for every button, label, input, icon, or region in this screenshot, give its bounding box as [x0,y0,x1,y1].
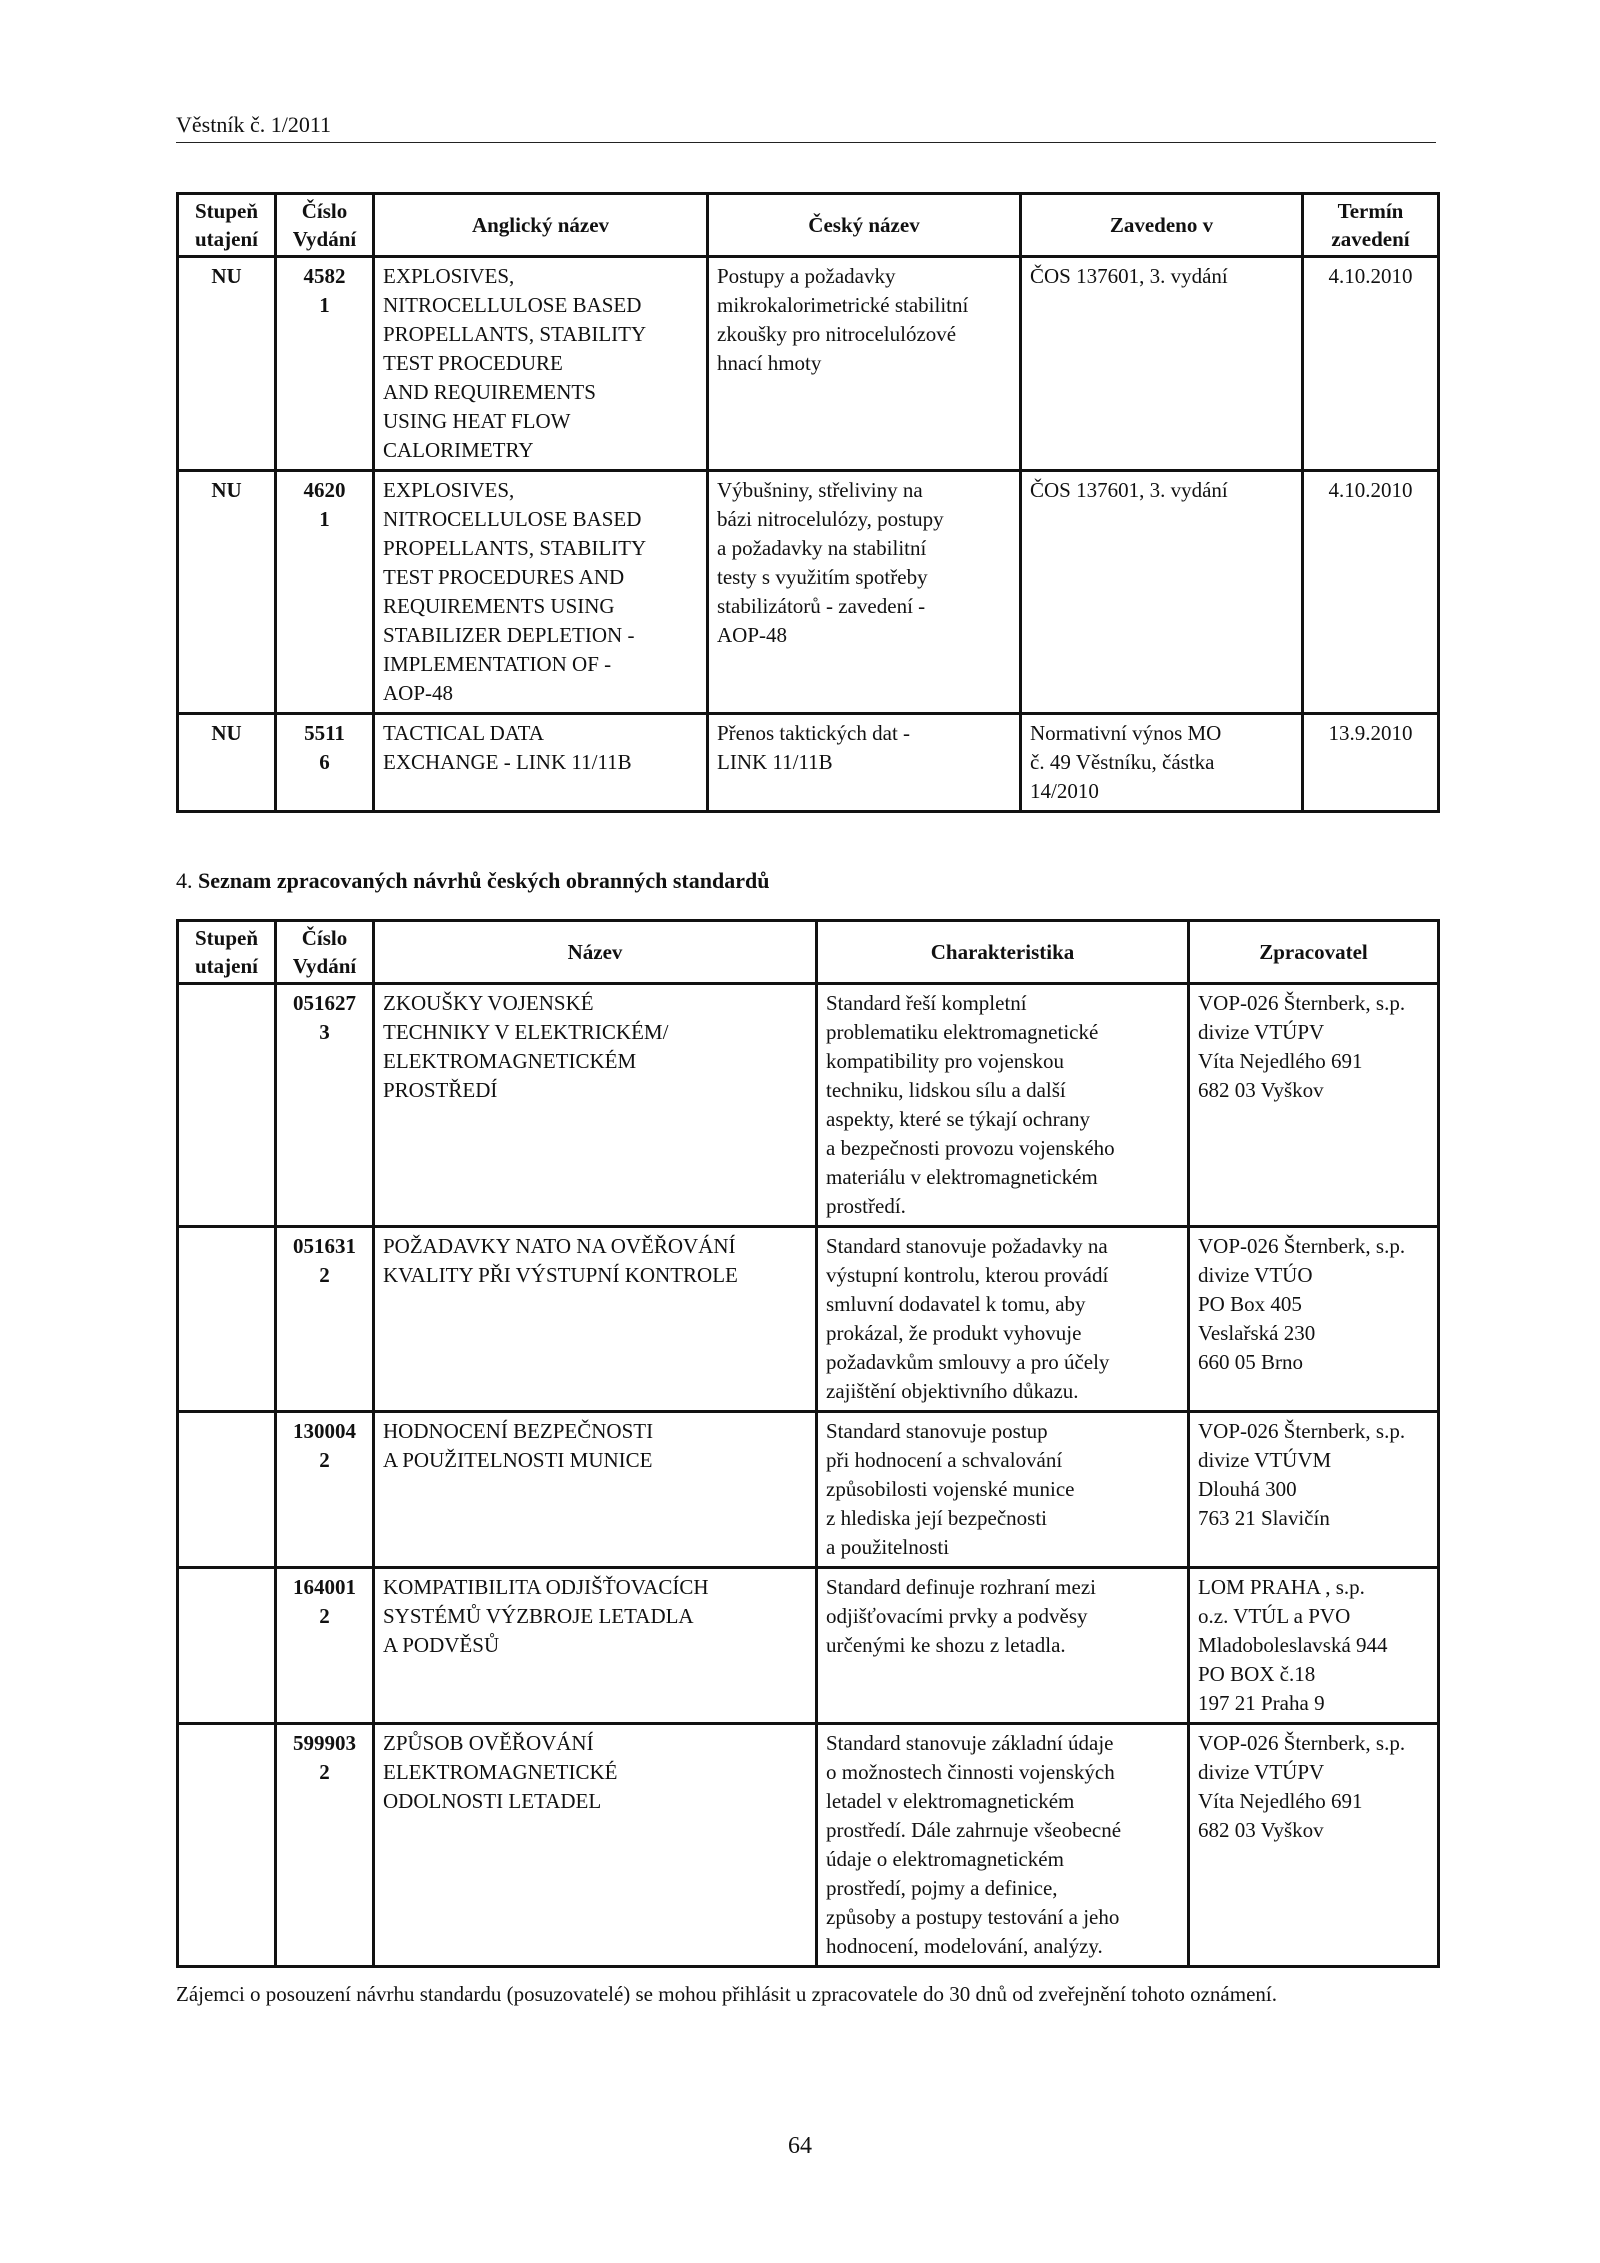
section-title: Seznam zpracovaných návrhů českých obranných standardů [198,868,770,893]
table-header-row [178,921,1439,984]
cell-charakteristika: Standard řeší kompletní problematiku elektromagnetické kompatibility pro vojenskou techniku, lidskou sílu a další aspekty, které se týkají ochrany a bezpečnosti provozu vojenského materiálu v elektromagnetickém prostředí. [817,984,1189,1227]
cell-cislo: 130004 2 [276,1412,374,1568]
cell-anglicky: TACTICAL DATA EXCHANGE - LINK 11/11B [374,714,708,812]
table-row [178,714,1439,812]
cell-charakteristika: Standard stanovuje základní údaje o možnostech činnosti vojenských letadel v elektromagnetickém prostředí. Dále zahrnuje všeobecné údaje o elektromagnetickém prostředí, pojmy a definice, způsoby a postupy testování a jeho hodnocení, modelování, analýzy. [817,1724,1189,1967]
cell-zavedeno: ČOS 137601, 3. vydání [1021,257,1303,471]
col-header-cislo: Číslo Vydání [276,194,374,257]
cell-nazev: KOMPATIBILITA ODJIŠŤOVACÍCH SYSTÉMŮ VÝZBROJE LETADLA A PODVĚSŮ [374,1568,817,1724]
table-header-row [178,194,1439,257]
cell-stupen [178,984,276,1227]
cell-zpracovatel: VOP-026 Šternberk, s.p. divize VTÚO PO Box 405 Veslařská 230 660 05 Brno [1189,1227,1439,1412]
col-header-cislo: Číslo Vydání [276,921,374,984]
cell-cislo: 4620 1 [276,471,374,714]
cell-stupen: NU [178,257,276,471]
cell-termin: 4.10.2010 [1303,471,1439,714]
cell-stupen [178,1412,276,1568]
table-row [178,1412,1439,1568]
col-header-zavedeno: Zavedeno v [1021,194,1303,257]
cell-stupen [178,1568,276,1724]
cell-charakteristika: Standard stanovuje postup při hodnocení a schvalování způsobilosti vojenské munice z hlediska její bezpečnosti a použitelnosti [817,1412,1189,1568]
cell-cislo: 599903 2 [276,1724,374,1967]
cell-zpracovatel: VOP-026 Šternberk, s.p. divize VTÚVM Dlouhá 300 763 21 Slavičín [1189,1412,1439,1568]
cell-cislo: 051627 3 [276,984,374,1227]
running-head: Věstník č. 1/2011 [176,112,1436,143]
col-header-charakteristika: Charakteristika [817,921,1189,984]
table-row [178,984,1439,1227]
table-row [178,471,1439,714]
standards-table-1 [176,192,1440,813]
col-header-anglicky: Anglický název [374,194,708,257]
col-header-stupen: Stupeň utajení [178,921,276,984]
cell-zavedeno: ČOS 137601, 3. vydání [1021,471,1303,714]
cell-cislo: 4582 1 [276,257,374,471]
cell-zpracovatel: VOP-026 Šternberk, s.p. divize VTÚPV Víta Nejedlého 691 682 03 Vyškov [1189,1724,1439,1967]
cell-cesky: Postupy a požadavky mikrokalorimetrické stabilitní zkoušky pro nitrocelulózové hnací hmoty [708,257,1021,471]
col-header-stupen: Stupeň utajení [178,194,276,257]
cell-nazev: POŽADAVKY NATO NA OVĚŘOVÁNÍ KVALITY PŘI VÝSTUPNÍ KONTROLE [374,1227,817,1412]
cell-stupen [178,1724,276,1967]
cell-termin: 13.9.2010 [1303,714,1439,812]
cell-charakteristika: Standard stanovuje požadavky na výstupní kontrolu, kterou provádí smluvní dodavatel k tomu, aby prokázal, že produkt vyhovuje požadavkům smlouvy a pro účely zajištění objektivního důkazu. [817,1227,1189,1412]
cell-charakteristika: Standard definuje rozhraní mezi odjišťovacími prvky a podvěsy určenými ke shozu z letadla. [817,1568,1189,1724]
cell-stupen: NU [178,471,276,714]
cell-stupen: NU [178,714,276,812]
col-header-zpracovatel: Zpracovatel [1189,921,1439,984]
table-row [178,257,1439,471]
section-number: 4. [176,868,193,893]
cell-cislo: 5511 6 [276,714,374,812]
cell-cislo: 051631 2 [276,1227,374,1412]
col-header-nazev: Název [374,921,817,984]
cell-zpracovatel: LOM PRAHA , s.p. o.z. VTÚL a PVO Mladoboleslavská 944 PO BOX č.18 197 21 Praha 9 [1189,1568,1439,1724]
table-row [178,1724,1439,1967]
col-header-termin: Termín zavedení [1303,194,1439,257]
footer-note: Zájemci o posouzení návrhu standardu (posuzovatelé) se mohou přihlásit u zpracovatele do 30 dnů od zveřejnění tohoto oznámení. [176,1982,1277,2006]
cell-nazev: ZKOUŠKY VOJENSKÉ TECHNIKY V ELEKTRICKÉM/ ELEKTROMAGNETICKÉM PROSTŘEDÍ [374,984,817,1227]
cell-anglicky: EXPLOSIVES, NITROCELLULOSE BASED PROPELLANTS, STABILITY TEST PROCEDURES AND REQUIREMENTS USING STABILIZER DEPLETION - IMPLEMENTATION OF - AOP-48 [374,471,708,714]
page-number: 64 [788,2133,812,2159]
cell-nazev: HODNOCENÍ BEZPEČNOSTI A POUŽITELNOSTI MUNICE [374,1412,817,1568]
table-row [178,1568,1439,1724]
cell-cesky: Přenos taktických dat - LINK 11/11B [708,714,1021,812]
cell-nazev: ZPŮSOB OVĚŘOVÁNÍ ELEKTROMAGNETICKÉ ODOLNOSTI LETADEL [374,1724,817,1967]
cell-termin: 4.10.2010 [1303,257,1439,471]
section-heading [176,868,769,894]
cell-anglicky: EXPLOSIVES, NITROCELLULOSE BASED PROPELLANTS, STABILITY TEST PROCEDURE AND REQUIREMENTS USING HEAT FLOW CALORIMETRY [374,257,708,471]
table-row [178,1227,1439,1412]
standards-table-2 [176,919,1440,1968]
cell-stupen [178,1227,276,1412]
cell-zpracovatel: VOP-026 Šternberk, s.p. divize VTÚPV Víta Nejedlého 691 682 03 Vyškov [1189,984,1439,1227]
cell-zavedeno: Normativní výnos MO č. 49 Věstníku, částka 14/2010 [1021,714,1303,812]
cell-cesky: Výbušniny, střeliviny na bázi nitrocelulózy, postupy a požadavky na stabilitní testy s využitím spotřeby stabilizátorů - zavedení - AOP-48 [708,471,1021,714]
col-header-cesky: Český název [708,194,1021,257]
cell-cislo: 164001 2 [276,1568,374,1724]
